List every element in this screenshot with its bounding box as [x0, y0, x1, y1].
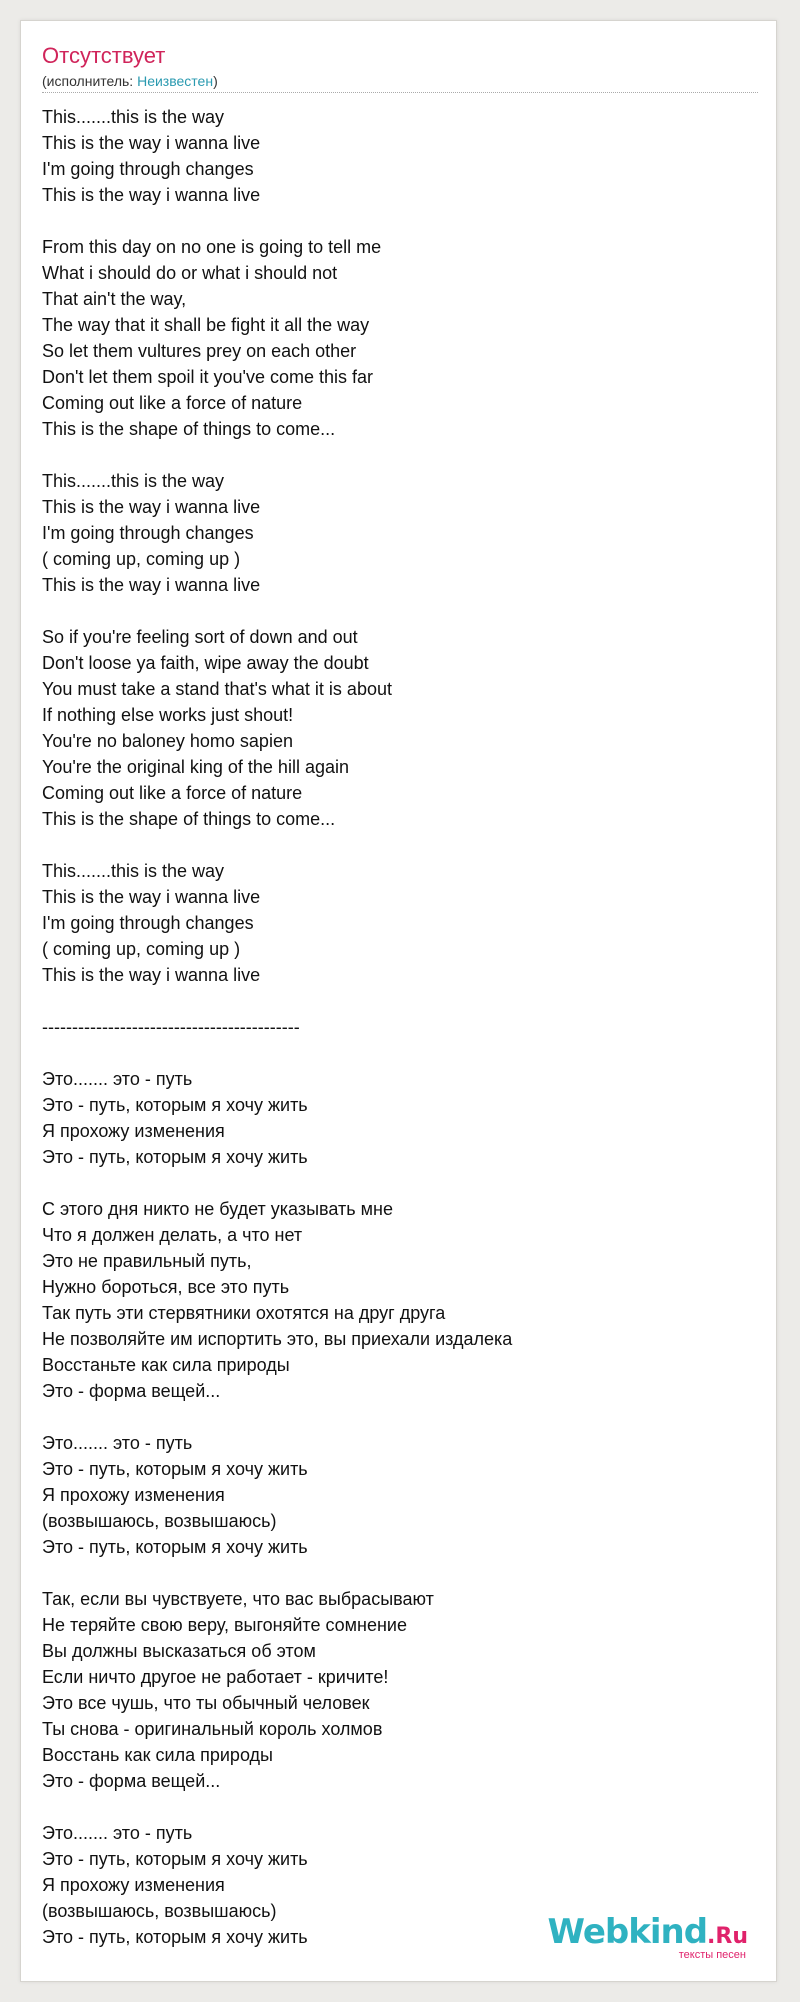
lyrics-line: This is the way i wanna live	[42, 497, 261, 517]
lyrics-line: You must take a stand that's what it is about	[42, 679, 392, 699]
lyrics-line: Что я должен делать, а что нет	[42, 1225, 303, 1245]
logo-domain: .Ru	[707, 1924, 748, 1949]
lyrics-line: Это не правильный путь,	[42, 1251, 252, 1271]
artist-suffix: )	[213, 73, 218, 89]
lyrics-line: If nothing else works just shout!	[42, 705, 294, 725]
lyrics-line: ( coming up, coming up )	[42, 549, 241, 569]
lyrics-line: Это - путь, которым я хочу жить	[42, 1459, 308, 1479]
lyrics-stanza	[42, 1196, 758, 1404]
lyrics-line: С этого дня никто не будет указывать мне	[42, 1199, 393, 1219]
lyrics-stanza	[42, 858, 758, 988]
lyrics-line: This.......this is the way	[42, 471, 225, 491]
lyrics-line: Я прохожу изменения	[42, 1875, 225, 1895]
lyrics-line: This is the way i wanna live	[42, 575, 261, 595]
lyrics-line: Не теряйте свою веру, выгоняйте сомнение	[42, 1615, 408, 1635]
lyrics-line: Я прохожу изменения	[42, 1485, 225, 1505]
lyrics-stanza	[42, 234, 758, 442]
lyrics-line: Восстань как сила природы	[42, 1745, 273, 1765]
lyrics-line: Так, если вы чувствуете, что вас выбрасывают	[42, 1589, 434, 1609]
header-divider	[42, 92, 758, 93]
lyrics-line: Это - форма вещей...	[42, 1381, 221, 1401]
lyrics-line: This.......this is the way	[42, 107, 225, 127]
lyrics-line: You're the original king of the hill again	[42, 757, 349, 777]
lyrics-line: Coming out like a force of nature	[42, 783, 303, 803]
lyrics-line: Это....... это - путь	[42, 1433, 193, 1453]
lyrics-line: Это - путь, которым я хочу жить	[42, 1147, 308, 1167]
lyrics-line: That ain't the way,	[42, 289, 187, 309]
lyrics-line: This.......this is the way	[42, 861, 225, 881]
lyrics-line: Это - путь, которым я хочу жить	[42, 1927, 308, 1947]
logo-tagline: тексты песен	[678, 1949, 746, 1961]
lyrics-line: I'm going through changes	[42, 523, 254, 543]
lyrics-line: This is the shape of things to come...	[42, 809, 336, 829]
logo-name: Webkind	[547, 1912, 708, 1952]
lyrics-line: So let them vultures prey on each other	[42, 341, 357, 361]
lyrics-line: This is the shape of things to come...	[42, 419, 336, 439]
lyrics-line: Нужно бороться, все это путь	[42, 1277, 290, 1297]
lyrics-line: Coming out like a force of nature	[42, 393, 303, 413]
lyrics-line: I'm going through changes	[42, 913, 254, 933]
lyrics-line: Вы должны высказаться об этом	[42, 1641, 316, 1661]
lyrics-line: -------------------------------------------	[42, 1017, 300, 1037]
lyrics-line: Это - форма вещей...	[42, 1771, 221, 1791]
lyrics-line: What i should do or what i should not	[42, 263, 338, 283]
lyrics-stanza	[42, 1586, 758, 1794]
artist-link[interactable]: Неизвестен	[137, 73, 214, 89]
lyrics-line: (возвышаюсь, возвышаюсь)	[42, 1901, 277, 1921]
lyrics-line: I'm going through changes	[42, 159, 254, 179]
lyrics-line: You're no baloney homo sapien	[42, 731, 293, 751]
lyrics-stanza	[42, 468, 758, 598]
lyrics-line: Если ничто другое не работает - кричите!	[42, 1667, 389, 1687]
lyrics-line: The way that it shall be fight it all the way	[42, 315, 370, 335]
lyrics-line: Ты снова - оригинальный король холмов	[42, 1719, 383, 1739]
lyrics-line: This is the way i wanna live	[42, 133, 261, 153]
lyrics-line: Восстаньте как сила природы	[42, 1355, 290, 1375]
lyrics-line: Это - путь, которым я хочу жить	[42, 1849, 308, 1869]
lyrics-line: This is the way i wanna live	[42, 965, 261, 985]
lyrics-stanza	[42, 1430, 758, 1560]
lyrics-line: Это....... это - путь	[42, 1069, 193, 1089]
lyrics-line: Это - путь, которым я хочу жить	[42, 1537, 308, 1557]
lyrics-line: So if you're feeling sort of down and out	[42, 627, 358, 647]
lyrics-line: This is the way i wanna live	[42, 887, 261, 907]
lyrics-line: Don't let them spoil it you've come this far	[42, 367, 374, 387]
artist-line	[42, 73, 218, 89]
lyrics-line: From this day on no one is going to tell me	[42, 237, 382, 257]
lyrics-line: Don't loose ya faith, wipe away the doubt	[42, 653, 369, 673]
lyrics-body	[42, 104, 758, 1976]
lyrics-line: Не позволяйте им испортить это, вы приехали издалека	[42, 1329, 513, 1349]
lyrics-stanza	[42, 1014, 758, 1040]
lyrics-stanza	[42, 104, 758, 208]
song-title: Отсутствует	[42, 43, 166, 68]
lyrics-card	[20, 20, 777, 1982]
lyrics-line: (возвышаюсь, возвышаюсь)	[42, 1511, 277, 1531]
lyrics-stanza	[42, 1066, 758, 1170]
lyrics-line: ( coming up, coming up )	[42, 939, 241, 959]
lyrics-line: Это....... это - путь	[42, 1823, 193, 1843]
lyrics-line: This is the way i wanna live	[42, 185, 261, 205]
lyrics-stanza	[42, 624, 758, 832]
lyrics-line: Это - путь, которым я хочу жить	[42, 1095, 308, 1115]
lyrics-line: Так путь эти стервятники охотятся на друг друга	[42, 1303, 446, 1323]
lyrics-line: Это все чушь, что ты обычный человек	[42, 1693, 370, 1713]
webkind-logo[interactable]	[548, 1914, 748, 1961]
lyrics-line: Я прохожу изменения	[42, 1121, 225, 1141]
artist-prefix: (исполнитель:	[42, 73, 138, 89]
